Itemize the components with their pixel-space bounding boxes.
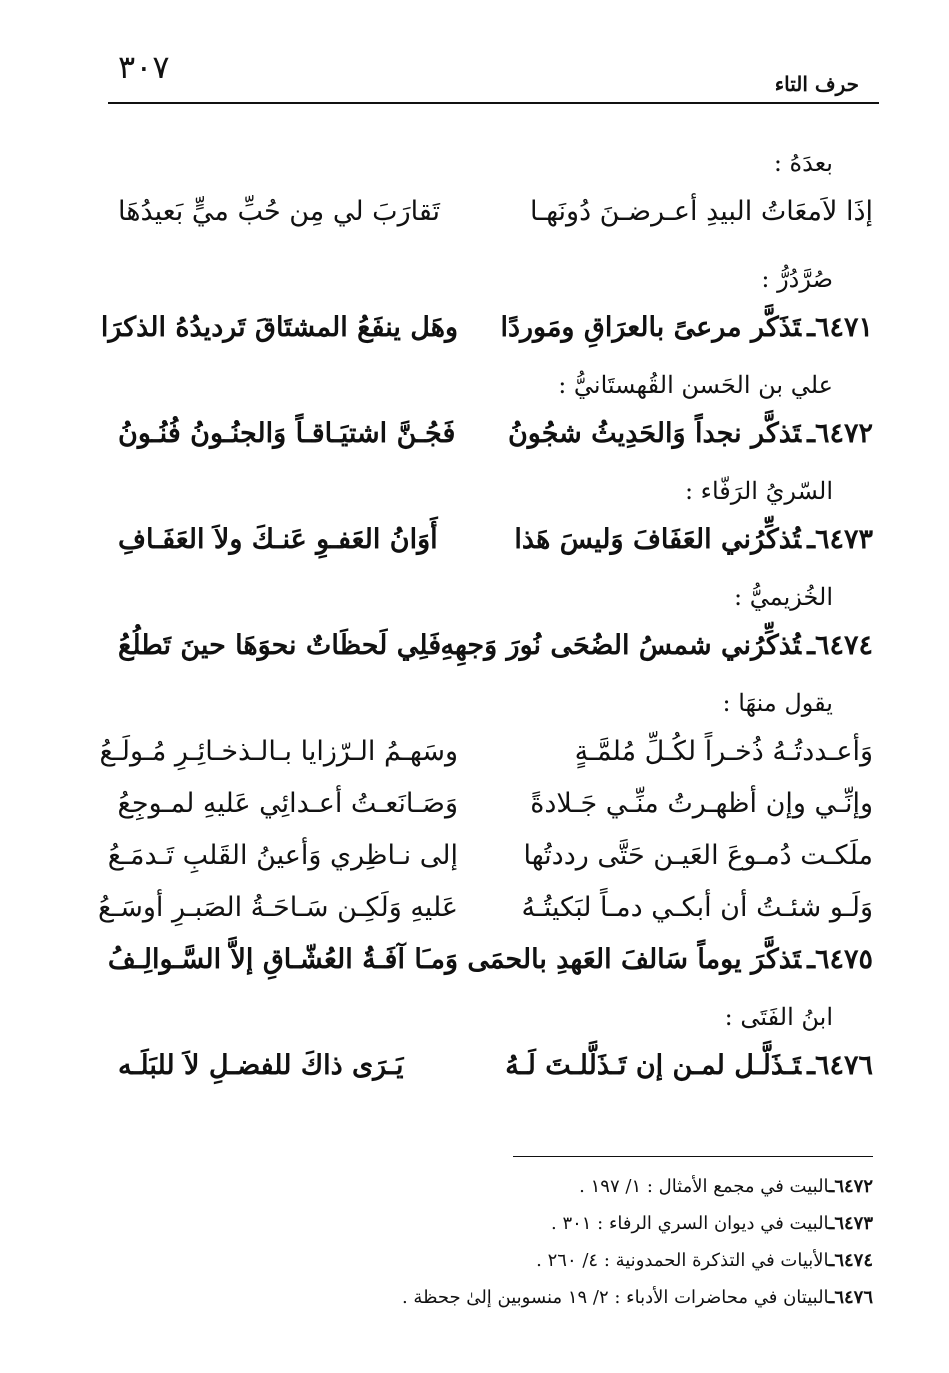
intro-line: يقول منهَا : xyxy=(722,689,833,717)
verse-first-hemistich: وإنِّـي وإن أظهـرتُ منِّـي جَـلادةً xyxy=(530,788,873,819)
page-number: ٣٠٧ xyxy=(118,48,170,86)
verse-number: ٦٤٧٤ـ xyxy=(807,630,873,661)
verse-first-hemistich: ٦٤٧١ـتَذَكَّر مرعىً بالعرَاقِ ومَوردًا xyxy=(500,312,873,343)
verse-first-hemistich: ملَكـت دُمـوعَ العَيـن حَتَّى رددتُها xyxy=(523,840,873,871)
footnote-rule xyxy=(513,1156,873,1157)
verse-first-hemistich: ٦٤٧٦ـتَـذَلَّـل لمـن إن تَـذَلَّلـتَ لَـهُ xyxy=(505,1050,873,1081)
poet-name: السّريُ الرَفّاء : xyxy=(684,477,833,505)
footnote-number: ٦٤٧٢ـ xyxy=(829,1176,873,1197)
footnote xyxy=(118,1168,873,1205)
footnote-text: البيتان في محاضرات الأدباء : ٢/ ١٩ منسوبين إلىٰ جحظة . xyxy=(401,1287,830,1308)
verse xyxy=(118,778,873,830)
intro-line: بعدَهُ : xyxy=(773,149,833,177)
footnote-text: البيت في مجمع الأمثال : ١/ ١٩٧ . xyxy=(579,1176,830,1197)
verse-first-hemistich: وَلَـو شئـتُ أن أبكـي دمـاً لبَكيتُـهُ xyxy=(521,892,873,923)
verse-first-hemistich: ٦٤٧٣ـتُذكِّرُني العَفَافَ وَليسَ هَذا xyxy=(514,524,873,555)
footnote-number: ٦٤٧٣ـ xyxy=(829,1213,873,1234)
verse-second-hemistich: وَمـَا آفَـةُ العُشّـاقِ إلاَّ السَّـوالِـفُ xyxy=(107,944,458,975)
verse-number: ٦٤٧٣ـ xyxy=(807,524,873,555)
footnote xyxy=(118,1279,873,1316)
footnote-number: ٦٤٧٦ـ xyxy=(829,1287,873,1308)
verse xyxy=(118,408,873,460)
footnote xyxy=(118,1205,873,1242)
footnote-text: البيت في ديوان السري الرفاء : ٣٠١ . xyxy=(550,1213,830,1234)
verse xyxy=(107,934,873,986)
poet-name: صُرَّدُرُّ : xyxy=(761,265,833,293)
verse-first-hemistich: ٦٤٧٥ـتَذكَّرَ يوماً سَالفَ العَهدِ بالحمَى xyxy=(467,944,873,975)
verse-second-hemistich: وهَل ينفَعُ المشتَاقَ تَرديدُهُ الذكرَا xyxy=(100,312,458,343)
verse-second-hemistich: فَلِي لَحظَاتٌ نحوَهَا حينَ تَطلُعُ xyxy=(118,630,442,661)
verse-second-hemistich: تَقارَبَ لي مِن حُبِّ ميٍّ بَعيدُهَا xyxy=(118,196,441,227)
footnote-number: ٦٤٧٤ـ xyxy=(829,1250,873,1271)
verse-first-hemistich: ٦٤٧٤ـتُذكِّرُني شمسُ الضُحَى نُورَ وَجهِهِ xyxy=(440,630,873,661)
poet-name: ابنُ الفَتَى : xyxy=(724,1003,833,1031)
poet-name: الخُزيميُّ : xyxy=(734,583,833,611)
verse-second-hemistich: فَجُـنَّ اشتيَـاقـاً وَالجنُـونُ فُنُـونُ xyxy=(118,418,456,449)
verse-first-hemistich: إذَا لاَمعَاتُ البيدِ أعـرضـنَ دُونَهـا xyxy=(529,196,873,227)
verse-first-hemistich: ٦٤٧٢ـتَذكَّر نجداً وَالحَدِيثُ شجُونُ xyxy=(507,418,873,449)
verse-number: ٦٤٧٢ـ xyxy=(807,418,873,449)
verse-second-hemistich: وَصَـانَعـتُ أعـدائِي عَليهِ لمـوجِعُ xyxy=(117,788,458,819)
poetry-body xyxy=(97,140,873,1092)
verse xyxy=(107,830,873,882)
verse xyxy=(118,514,873,566)
header-rule xyxy=(108,102,879,104)
verse-number: ٦٤٧٦ـ xyxy=(807,1050,873,1081)
verse-second-hemistich: إلى نـاظِري وَأعينُ القَلبِ تَـدمَـعُ xyxy=(107,840,458,871)
verse-second-hemistich: وسَهـمُ الـرّزايا بـالـذخـائِـرِ مُـولَـعُ xyxy=(99,736,458,767)
verse xyxy=(100,302,873,354)
verse xyxy=(97,882,873,934)
verse-second-hemistich: أَوَانُ العَفـوِ عَنـكَ ولاَ العَفَـافِ xyxy=(118,524,438,555)
verse xyxy=(118,620,873,672)
verse xyxy=(118,1040,873,1092)
footnote-text: الأبيات في التذكرة الحمدونية : ٤/ ٢٦٠ . xyxy=(536,1250,830,1271)
verse-number: ٦٤٧٥ـ xyxy=(807,944,873,975)
footnotes xyxy=(118,1168,873,1316)
verse xyxy=(118,186,873,238)
verse-second-hemistich: يَـرَى ذاكَ للفضـلِ لاَ للبَلَـه xyxy=(118,1050,404,1081)
footnote xyxy=(118,1242,873,1279)
verse-second-hemistich: عَليهِ وَلَكِـن سَـاحَـةُ الصَبـرِ أوسَـعُ xyxy=(97,892,458,923)
verse-number: ٦٤٧١ـ xyxy=(807,312,873,343)
verse xyxy=(99,726,873,778)
poet-name: علي بن الحَسن القُهستَانيُّ : xyxy=(558,371,833,399)
running-head: حرف التاء xyxy=(774,72,859,96)
verse-first-hemistich: وَأعـددتُـهُ ذُخـراً لكُـلِّ مُلمَّـةٍ xyxy=(574,736,873,767)
